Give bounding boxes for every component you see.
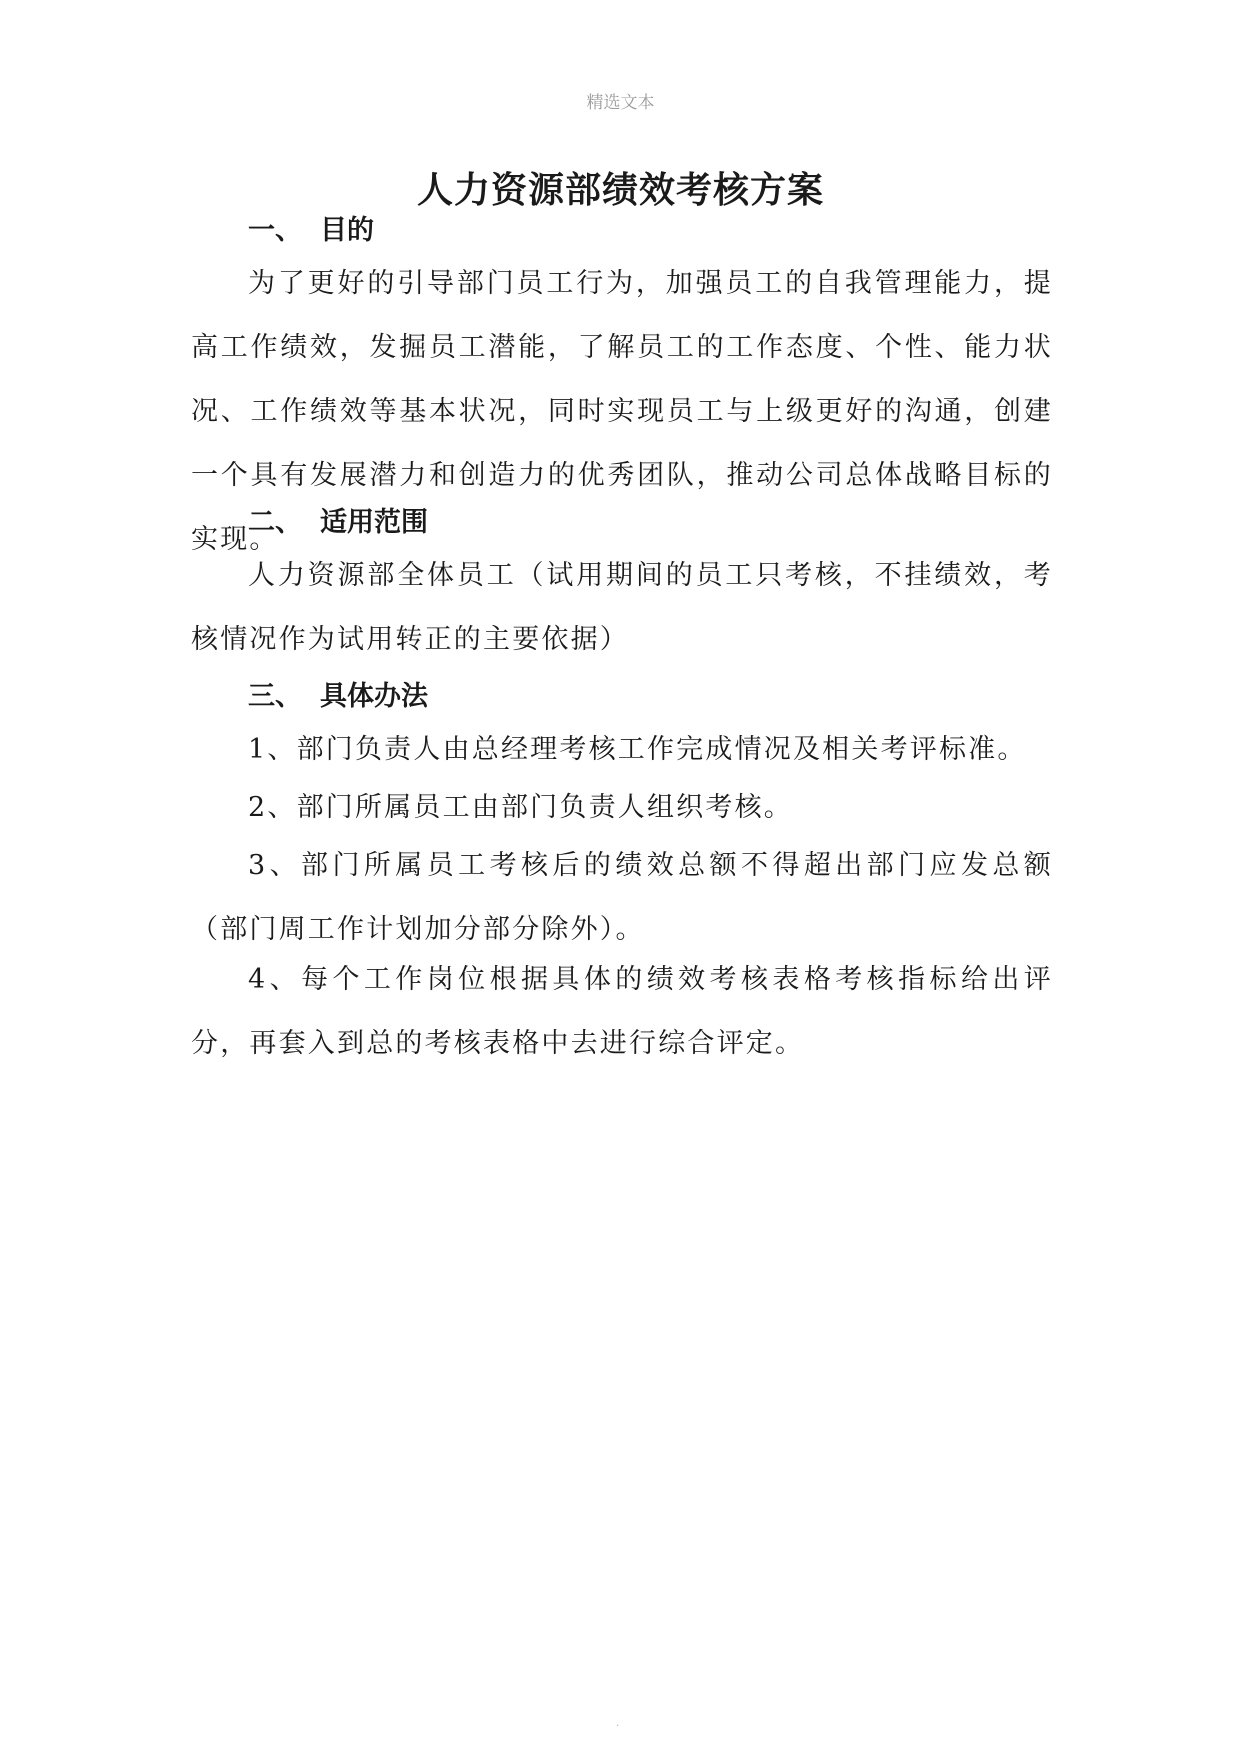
section-title: 目的: [320, 215, 374, 246]
section-number: 三、: [248, 681, 302, 712]
section-paragraph-scope: 人力资源部全体员工（试用期间的员工只考核，不挂绩效，考核情况作为试用转正的主要依据）: [191, 560, 1053, 655]
section-title: 具体办法: [320, 681, 428, 712]
footer-mark: .: [616, 1718, 620, 1729]
method-item-4: 4、每个工作岗位根据具体的绩效考核表格考核指标给出评分，再套入到总的考核表格中去进行综合评定。: [191, 964, 1053, 1059]
method-item-2: 2、部门所属员工由部门负责人组织考核。: [248, 792, 793, 823]
section-heading-methods: [248, 674, 428, 713]
section-heading-purpose: [248, 208, 374, 247]
section-title: 适用范围: [320, 507, 428, 538]
page-header: 精选文本: [586, 93, 655, 113]
section-paragraph-purpose: 为了更好的引导部门员工行为，加强员工的自我管理能力，提高工作绩效，发掘员工潜能，了解员工的工作态度、个性、能力状况、工作绩效等基本状况，同时实现员工与上级更好的沟通，创建一个具有发展潜力和创造力的优秀团队，推动公司总体战略目标的实现。: [191, 268, 1053, 555]
section-number: 二、: [248, 507, 302, 538]
section-number: 一、: [248, 215, 302, 246]
document-title: 人力资源部绩效考核方案: [416, 169, 824, 211]
section-heading-scope: [248, 500, 428, 539]
method-item-1: 1、部门负责人由总经理考核工作完成情况及相关考评标准。: [248, 734, 1027, 765]
method-item-3: 3、部门所属员工考核后的绩效总额不得超出部门应发总额（部门周工作计划加分部分除外）。: [191, 850, 1053, 945]
